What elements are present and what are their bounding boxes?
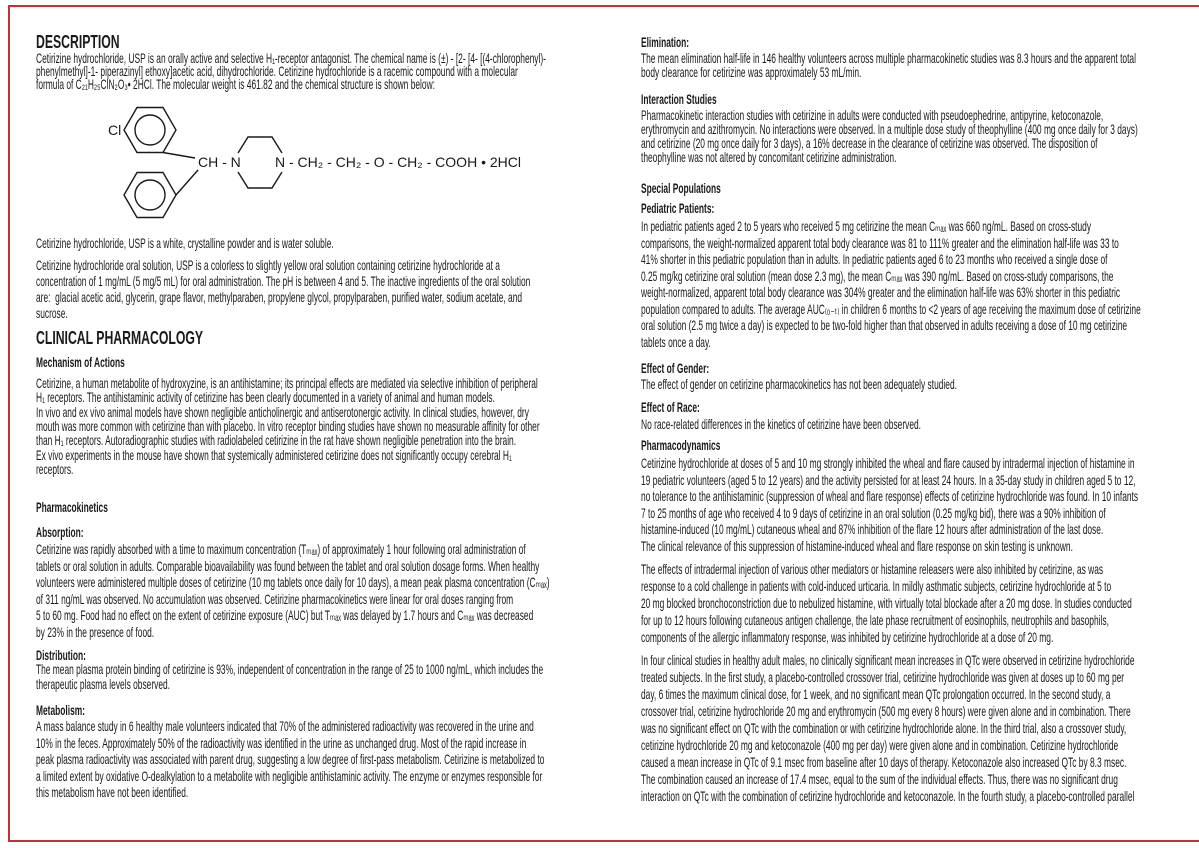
bond-line <box>176 170 198 195</box>
elimination-heading: Elimination: <box>641 34 690 50</box>
description-heading: DESCRIPTION <box>36 32 120 52</box>
pharmacokinetics-heading: Pharmacokinetics <box>36 499 108 515</box>
side-chain-label: N - CH₂ - CH₂ - O - CH₂ - COOH • 2HCl <box>275 154 521 170</box>
aromatic-circle <box>135 115 165 145</box>
description-paragraph: Cetirizine hydrochloride, USP is a white, crystalline powder and is water soluble. <box>36 235 334 251</box>
pharmacodynamics-paragraph: The effects of intradermal injection of various other mediators or histamine releasers were also inhibited by cetirizine, as was response to a cold challenge in patients with cold-induced urticaria. In mildly asthmatic subjects, cetirizine hydrochloride at 5 to 20 mg blocked bronchoconstriction due to nebulized histamine, with virtually total blockade after a 20 mg dose. In studies conducted for up to 12 hours following cutaneous antigen challenge, the late phase recruitment of eosinophils, neutrophils and basophils, components of the allergic inflammatory response, was inhibited by cetirizine hydrochloride at a dose of 20 mg. <box>641 561 1132 645</box>
mechanism-heading: Mechanism of Actions <box>36 354 125 370</box>
aromatic-circle <box>135 180 165 210</box>
metabolism-paragraph: A mass balance study in 6 healthy male volunteers indicated that 70% of the administered radioactivity was recovered in the urine and 10% in the feces. Approximately 50% of the radioactivity was identified in the urine as unchanged drug. Most of the rapid increase in peak plasma radioactivity was associated with parent drug, suggesting a low degree of first-pass metabolism. Cetirizine is metabolized to a limited extent by oxidative O-dealkylation to a metabolite with negligible antihistaminic activity. The enzyme or enzymes responsible for this metabolism have not been identified. <box>36 718 545 800</box>
description-paragraph: Cetirizine hydrochloride oral solution, USP is a colorless to slightly yellow oral solution containing cetirizine hydrochloride at a concentration of 1 mg/mL (5 mg/5 mL) for oral administration. The pH is between 4 and 5. The inactive ingredients of the oral solution are: glacial acetic acid, glycerin, grape flavor, methylparaben, propylene glycol, propylparaben, purified water, sodium acetate, and sucrose. <box>36 257 531 321</box>
pediatric-paragraph: In pediatric patients aged 2 to 5 years who received 5 mg cetirizine the mean Cₘₐₓ was 660 ng/mL. Based on cross-study comparisons, the weight-normalized apparent total body clearance was 81 to 111% greater and the elimination half-life was 33 to 41% shorter in this pediatric population than in adults. In pediatric patients aged 6 to 23 months who received a single dose of 0.25 mg/kg cetirizine oral solution (mean dose 2.3 mg), the mean Cₘₐₓ was 390 ng/mL. Based on cross-study comparisons, the weight-normalized, apparent total body clearance was 304% greater and the elimination half-life was 63% shorter in this pediatric population compared to adults. The average AUC₍₀₋ₜ₎ in children 6 months to <2 years of age receiving the maximum dose of cetirizine oral solution (2.5 mg twice a day) is expected to be two-fold higher than that observed in adults receiving a dose of 10 mg cetirizine tablets once a day. <box>641 218 1141 350</box>
phenyl-ring <box>124 173 176 218</box>
chlorine-label: Cl <box>108 122 122 138</box>
gender-heading: Effect of Gender: <box>641 360 710 376</box>
metabolism-heading: Metabolism: <box>36 702 86 718</box>
pediatric-heading: Pediatric Patients: <box>641 200 715 216</box>
race-heading: Effect of Race: <box>641 399 700 415</box>
gender-paragraph: The effect of gender on cetirizine pharmacokinetics has not been adequately studied. <box>641 376 957 392</box>
mechanism-paragraph: Cetirizine, a human metabolite of hydroxyzine, is an antihistamine; its principal effects are mediated via selective inhibition of peripheral H₁ receptors. The antihistaminic activity of cetirizine has been clearly documented in a variety of animal and human models. <box>36 375 538 405</box>
qtc-studies-paragraph: In four clinical studies in healthy adult males, no clinically significant mean increases in QTc were observed in cetirizine hydrochloride treated subjects. In the first study, a placebo-controlled crossover trial, cetirizine hydrochloride was given at doses up to 60 mg per day, 6 times the maximum clinical dose, for 1 week, and no significant mean QTc prolongation occurred. In the second study, a crossover trial, cetirizine hydrochloride 20 mg and erythromycin (500 mg every 8 hours) were given alone and in combination. There was no significant effect on QTc with the combination or with cetirizine hydrochloride alone. In the third trial, also a crossover study, cetirizine hydrochloride 20 mg and ketoconazole (400 mg per day) were given alone and in combination. Cetirizine hydrochloride caused a mean increase in QTc of 9.1 msec from baseline after 10 days of therapy. Ketoconazole also increased QTc by 8.3 msec. The combination caused an increase of 17.4 msec, equal to the sum of the individual effects. Thus, there was no significant drug interaction on QTc with the combination of cetirizine hydrochloride and ketoconazole. In the fourth study, a placebo-controlled parallel <box>641 652 1135 804</box>
distribution-heading: Distribution: <box>36 647 86 663</box>
race-paragraph: No race-related differences in the kinetics of cetirizine have been observed. <box>641 416 922 432</box>
chemical-structure-diagram <box>100 100 540 235</box>
bond-line <box>163 153 195 159</box>
special-populations-heading: Special Populations <box>641 180 721 196</box>
pharmacodynamics-heading: Pharmacodynamics <box>641 437 721 453</box>
absorption-heading: Absorption: <box>36 524 84 540</box>
piperazine-top <box>238 137 282 153</box>
distribution-paragraph: The mean plasma protein binding of cetirizine is 93%, independent of concentration in the range of 25 to 1000 ng/mL, which includes the therapeutic plasma levels observed. <box>36 661 544 692</box>
elimination-paragraph: The mean elimination half-life in 146 healthy volunteers across multiple pharmacokinetic studies was 8.3 hours and the apparent total body clearance for cetirizine was approximately 53 mL/min. <box>641 50 1136 80</box>
ch-n-label: CH - N <box>198 154 241 170</box>
chlorophenyl-ring <box>124 108 176 153</box>
interaction-studies-heading: Interaction Studies <box>641 91 717 107</box>
piperazine-bottom <box>238 172 282 188</box>
clinical-pharmacology-heading: CLINICAL PHARMACOLOGY <box>36 328 204 348</box>
interaction-paragraph: Pharmacokinetic interaction studies with cetirizine in adults were conducted with pseudoephedrine, antipyrine, ketoconazole, erythromycin and azithromycin. No interactions were observed. In a multiple dose study of theophylline (400 mg once daily for 3 days) and cetirizine (20 mg once daily for 3 days), a 16% decrease in the clearance of cetirizine was observed. The disposition of theophylline was not altered by concomitant cetirizine administration. <box>641 107 1138 165</box>
absorption-paragraph: Cetirizine was rapidly absorbed with a time to maximum concentration (Tₘₐₓ) of approximately 1 hour following oral administration of tablets or oral solution in adults. Comparable bioavailability was found between the tablet and oral solution dosage forms. When healthy volunteers were administered multiple doses of cetirizine (10 mg tablets once daily for 10 days), a mean peak plasma concentration (Cₘₐₓ) of 311 ng/mL was observed. No accumulation was observed. Cetirizine pharmacokinetics were linear for oral doses ranging from 5 to 60 mg. Food had no effect on the extent of cetirizine exposure (AUC) but Tₘₐₓ was delayed by 1.7 hours and Cₘₐₓ was decreased by 23% in the presence of food. <box>36 541 550 640</box>
mechanism-paragraph: Ex vivo experiments in the mouse have shown that systemically administered cetirizine does not significantly occupy cerebral H₁ receptors. <box>36 447 512 477</box>
description-paragraph: Cetirizine hydrochloride, USP is an orally active and selective H₁-receptor antagonist. The chemical name is (±) - [2- [4- [(4-chlorophenyl)- phenylmethyl]-1- piperazinyl] ethoxy]acetic acid, dihydrochloride. Cetirizine hydrochloride is a racemic compound with a molecular formula of C₂₁H₂₅ClN₂O₃• 2HCl. The molecular weight is 461.82 and the chemical structure is shown below: <box>36 50 546 92</box>
mechanism-paragraph: In vivo and ex vivo animal models have shown negligible anticholinergic and antiserotonergic activity. In clinical studies, however, dry mouth was more common with cetirizine than with placebo. In vitro receptor binding studies have shown no measurable affinity for other than H₁ receptors. Autoradiographic studies with radiolabeled cetirizine in the rat have shown negligible penetration into the brain. <box>36 404 540 448</box>
pharmacodynamics-paragraph: Cetirizine hydrochloride at doses of 5 and 10 mg strongly inhibited the wheal and flare caused by intradermal injection of histamine in 19 pediatric volunteers (aged 5 to 12 years) and the activity persisted for at least 24 hours. In a 35-day study in children aged 5 to 12, no tolerance to the antihistaminic (suppression of wheal and flare response) effects of cetirizine hydrochloride was found. In 10 infants 7 to 25 months of age who received 4 to 9 days of cetirizine in an oral solution (0.25 mg/kg bid), there was a 90% inhibition of histamine-induced (10 mg/mL) cutaneous wheal and 87% inhibition of the flare 12 hours after administration of the last dose. The clinical relevance of this suppression of histamine-induced wheal and flare response on skin testing is unknown. <box>641 455 1139 554</box>
